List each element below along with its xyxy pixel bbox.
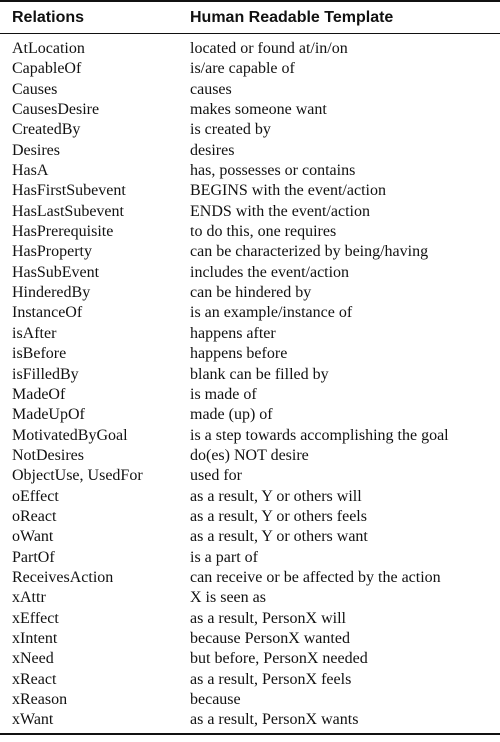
relation-cell: xEffect [12,609,59,627]
table-row [0,385,500,405]
header-row [0,1,500,34]
table-row [0,507,500,527]
template-cell: causes [190,80,232,98]
relation-cell: MadeOf [12,385,66,403]
template-cell: as a result, PersonX feels [190,670,352,688]
template-cell: as a result, Y or others will [190,487,362,505]
relation-cell: oReact [12,507,57,525]
table-row [0,466,500,486]
relation-cell: MotivatedByGoal [12,426,128,444]
template-cell: used for [190,467,242,485]
relation-cell: Desires [12,141,60,159]
template-cell: can receive or be affected by the action [190,568,441,586]
template-cell: is created by [190,121,271,139]
table-row [0,222,500,242]
relation-cell: ReceivesAction [12,568,114,586]
template-cell: is/are capable of [190,60,295,78]
relation-cell: Causes [12,80,58,98]
relation-cell: AtLocation [12,40,85,57]
table-row [0,283,500,303]
table-row [0,181,500,201]
relation-cell: HasLastSubevent [12,202,124,220]
table-row [0,202,500,222]
table-row [0,629,500,649]
relation-cell: CausesDesire [12,101,100,119]
relation-cell: HinderedBy [12,284,91,302]
template-cell: located or found at/in/on [190,40,348,57]
table-row [0,365,500,385]
table-row [0,161,500,181]
table-row [0,100,500,120]
table-row [0,263,500,283]
table-row [0,34,500,60]
relation-cell: oEffect [12,487,59,505]
template-cell: X is seen as [190,589,266,607]
template-cell: ENDS with the event/action [190,202,370,220]
table-row [0,588,500,608]
relation-cell: CreatedBy [12,121,81,139]
table-body [0,34,500,734]
table-row [0,80,500,100]
relation-cell: ObjectUse, UsedFor [12,467,143,485]
table-row [0,487,500,507]
template-cell: made (up) of [190,406,273,424]
table-row [0,426,500,446]
table-row [0,120,500,140]
relation-cell: CapableOf [12,60,82,78]
template-cell: can be characterized by being/having [190,243,429,261]
template-cell: but before, PersonX needed [190,650,368,668]
relation-cell: isAfter [12,324,57,342]
relation-cell: xNeed [12,650,54,668]
table-row [0,670,500,690]
template-cell: is a part of [190,548,258,566]
table-row [0,548,500,568]
template-cell: happens before [190,345,288,363]
template-cell: makes someone want [190,101,327,119]
table-row [0,324,500,344]
template-cell: to do this, one requires [190,223,337,241]
relation-cell: xAttr [12,589,46,607]
relation-cell: xWant [0,710,184,733]
template-cell: has, possesses or contains [190,162,356,180]
template-cell: as a result, Y or others want [190,528,368,546]
relation-cell: MadeUpOf [12,406,85,424]
table-row [0,344,500,364]
table-row [0,710,500,733]
template-cell: is an example/instance of [190,304,353,322]
template-cell: BEGINS with the event/action [190,182,386,200]
template-cell: is a step towards accomplishing the goal [190,426,449,444]
template-cell: as a result, Y or others feels [190,507,367,525]
relation-cell: NotDesires [12,446,84,464]
template-cell: as a result, PersonX will [190,609,346,627]
relation-cell: HasPrerequisite [12,223,114,241]
header-relations: Relations [0,1,184,34]
template-cell: because PersonX wanted [190,629,350,647]
template-cell: includes the event/action [190,263,350,281]
table-header [0,1,500,34]
template-cell: can be hindered by [190,284,312,302]
template-cell: because [190,691,241,708]
template-cell: is made of [190,385,257,403]
header-human-readable-template: Human Readable Template [184,1,500,34]
relation-cell: oWant [12,528,54,546]
table-row [0,690,500,710]
relation-cell: isBefore [12,345,67,363]
table-row [0,303,500,323]
template-cell: do(es) NOT desire [190,446,309,464]
relation-cell: HasFirstSubevent [12,182,126,200]
relation-cell: xReason [12,691,68,708]
table-row [0,446,500,466]
table-row [0,568,500,588]
relation-cell: xIntent [12,629,58,647]
table-row [0,649,500,669]
table-row [0,609,500,629]
relation-cell: HasProperty [12,243,92,261]
relation-cell: HasA [12,162,49,180]
relation-cell: PartOf [12,548,55,566]
table-row [0,141,500,161]
relation-cell: xReact [12,670,57,688]
template-cell: happens after [190,324,276,342]
relation-cell: HasSubEvent [12,263,100,281]
template-cell: as a result, PersonX wants [184,710,500,733]
relation-cell: InstanceOf [12,304,83,322]
template-cell: desires [190,141,235,159]
template-cell: blank can be filled by [190,365,329,383]
table-row [0,527,500,547]
table-row [0,242,500,262]
relation-cell: isFilledBy [12,365,79,383]
table-row [0,405,500,425]
table-row [0,59,500,79]
